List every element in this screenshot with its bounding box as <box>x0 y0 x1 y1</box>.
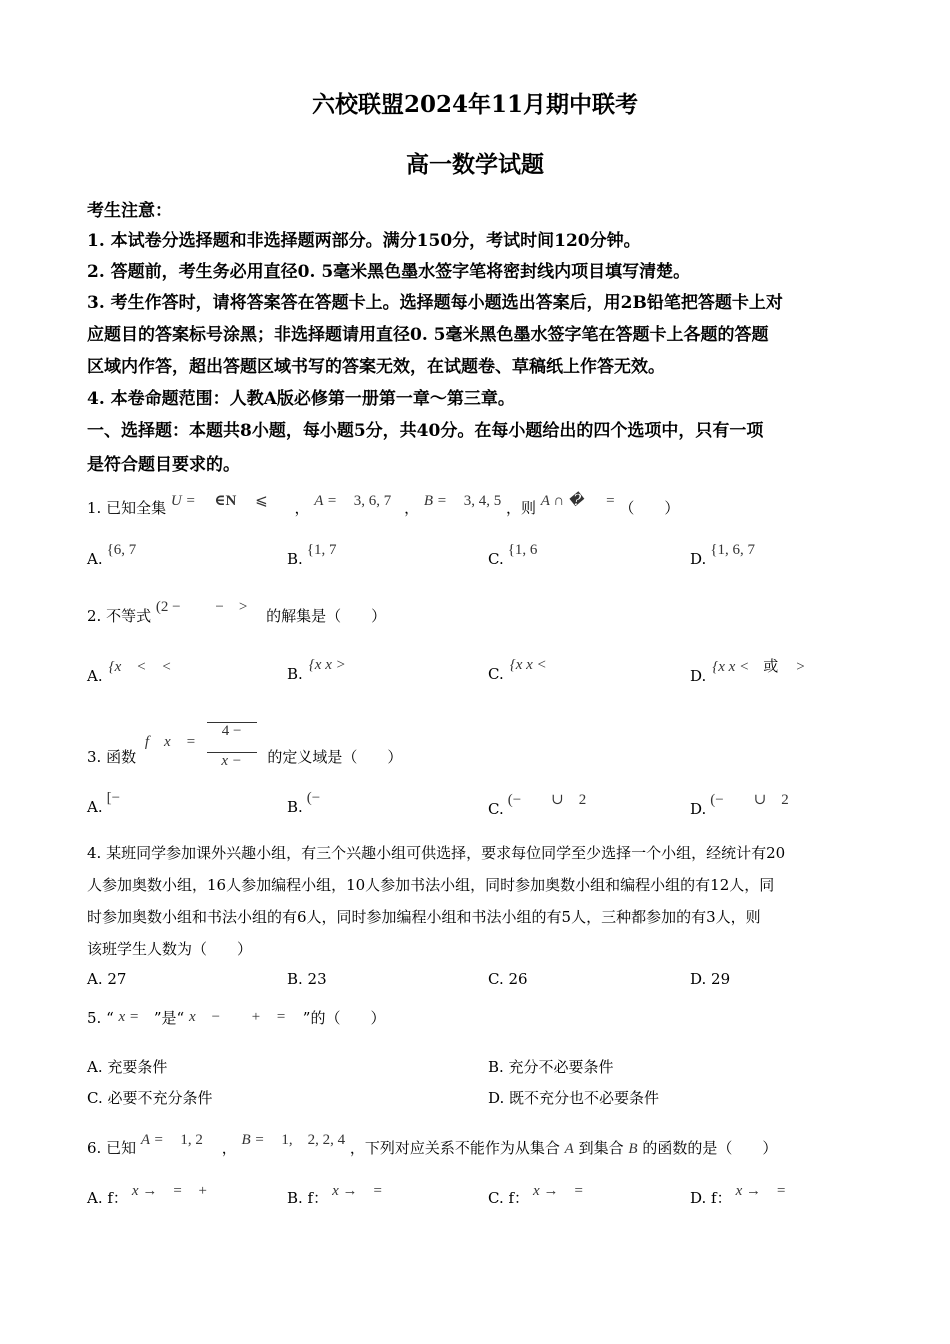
question-3 <box>87 723 403 776</box>
q1-option-c: C. {1, 6 <box>488 542 538 568</box>
q1-set-B-values: 3, 4, 5 <box>463 493 502 509</box>
q5-option-d: D. 既不充分也不必要条件 <box>488 1089 660 1107</box>
q1-answer-paren: （ ） <box>619 499 680 517</box>
q2-prefix: 2. 不等式 <box>87 607 152 625</box>
notice-item-3-line-2: 应题目的答案标号涂黑；非选择题请用直径0. 5毫米黑色墨水签字笔在答题卡上各题的答题 <box>87 325 769 345</box>
q2-option-a: A. {x < < <box>87 659 172 685</box>
q4-option-c: C. 26 <box>488 970 528 988</box>
q6-set-A: A = <box>140 1132 164 1148</box>
notice-heading: 考生注意： <box>87 201 172 221</box>
notice-item-3-line-1: 3. 考生作答时，请将答案答在答题卡上。选择题每小题选出答案后，用2B铅笔把答题卡上对 <box>87 293 783 313</box>
exam-subtitle: 高一数学试题 <box>406 151 544 178</box>
question-4-line-2: 人参加奥数小组，16人参加编程小组，10人参加书法小组，同时参加奥数小组和编程小组的有12人，同 <box>87 876 775 894</box>
q6-option-b: B. f： x → = <box>287 1183 383 1207</box>
q6-option-c: C. f： x → = <box>488 1183 584 1207</box>
exam-title: 六校联盟2024年11月期中联考 <box>311 91 639 118</box>
q3-numerator: 4 − <box>207 722 257 740</box>
q1-set-B: B = <box>423 493 447 509</box>
q5-suffix: ”的（ ） <box>302 1009 386 1027</box>
q1-option-b: B. {1, 7 <box>287 542 337 568</box>
q6-option-a: A. f： x → = + <box>87 1183 208 1207</box>
q3-fraction <box>207 723 257 770</box>
q5-prefix: 5. “ <box>87 1009 114 1027</box>
question-4-line-1: 4. 某班同学参加课外兴趣小组，有三个兴趣小组可供选择，要求每位同学至少选择一个小组，经统计有20 <box>87 844 786 862</box>
q3-prefix: 3. 函数 <box>87 748 137 766</box>
q1-then: ，则 <box>505 499 536 517</box>
q5-condition-1: x = <box>118 1009 140 1025</box>
q3-option-b: B. (− <box>287 790 321 816</box>
q6-option-d: D. f： x → = <box>690 1183 787 1207</box>
q5-option-b: B. 充分不必要条件 <box>488 1058 614 1076</box>
notice-item-1: 1. 本试卷分选择题和非选择题两部分。满分150分，考试时间120分钟。 <box>87 231 641 251</box>
question-4-line-3: 时参加奥数小组和书法小组的有6人，同时参加编程小组和书法小组的有5人，三种都参加的有3人，则 <box>87 908 761 926</box>
q2-inequality: (2 − <box>155 599 181 615</box>
q1-set-U-relation: ⩽ <box>255 493 268 509</box>
q2-option-b: B. {x x > <box>287 657 346 683</box>
q1-option-d: D. {1, 6, 7 <box>690 542 755 568</box>
q3-suffix: 的定义域是（ ） <box>267 748 403 766</box>
q4-option-d: D. 29 <box>690 970 731 988</box>
q3-denominator: x − <box>207 752 257 770</box>
q5-option-a: A. 充要条件 <box>87 1058 168 1076</box>
q4-option-b: B. 23 <box>287 970 327 988</box>
q4-option-a: A. 27 <box>87 970 127 988</box>
question-1: 1. 已知全集 U = ∈N ⩽ ， A = 3, 6, 7 ， B = 3, 4, 5 ，则 A ∩ � = （ ） <box>87 493 680 517</box>
q3-option-d: D. (− ∪ 2 <box>690 792 789 818</box>
q6-set-A-values: 1, 2 <box>180 1132 203 1148</box>
q5-condition-2: x − + = <box>188 1009 286 1025</box>
q1-equals: = <box>606 493 615 509</box>
q2-inequality-tail: − > <box>215 599 248 615</box>
section-1-line-1: 一、选择题：本题共8小题，每小题5分，共40分。在每小题给出的四个选项中，只有一项 <box>87 421 764 441</box>
question-4-line-4: 该班学生人数为（ ） <box>87 940 253 958</box>
notice-item-2: 2. 答题前，考生务必用直径0. 5毫米黑色墨水签字笔将密封线内项目填写清楚。 <box>87 262 691 282</box>
notice-item-4: 4. 本卷命题范围：人教A版必修第一册第一章～第三章。 <box>87 389 515 409</box>
question-2 <box>87 599 387 626</box>
q6-prefix: 6. 已知 <box>87 1139 137 1157</box>
q6-set-B-values: 1, 2, 2, 4 <box>281 1132 346 1148</box>
q1-set-A: A = <box>314 493 338 509</box>
q1-option-a: A. {6, 7 <box>87 542 137 568</box>
q5-option-c: C. 必要不充分条件 <box>87 1089 213 1107</box>
q1-set-U: U = <box>170 493 196 509</box>
q2-option-d: D. {x x < 或 > <box>690 657 805 685</box>
question-5 <box>87 1007 385 1028</box>
q3-function-name: f x = <box>144 734 196 750</box>
q6-set-B-ref: B <box>628 1141 638 1157</box>
q5-mid: ”是“ <box>153 1009 185 1027</box>
q1-set-U-member: ∈N <box>214 493 237 509</box>
q1-expression: A ∩ � <box>540 493 584 509</box>
q6-to: 到集合 <box>578 1139 624 1157</box>
q2-option-c: C. {x x < <box>488 657 547 683</box>
q6-set-B: B = <box>241 1132 265 1148</box>
notice-item-3-line-3: 区域内作答，超出答题区域书写的答案无效，在试题卷、草稿纸上作答无效。 <box>87 357 665 377</box>
q3-option-a: A. [− <box>87 790 121 816</box>
q2-suffix: 的解集是（ ） <box>266 607 387 625</box>
q6-end: 的函数的是（ ） <box>642 1139 778 1157</box>
q1-prefix: 1. 已知全集 <box>87 499 167 517</box>
question-6: 6. 已知 A = 1, 2 ， B = 1, 2, 2, 4 ，下列对应关系不能作为从集合 A 到集合 B 的函数的是（ ） <box>87 1132 778 1157</box>
q6-set-A-ref: A <box>564 1141 574 1157</box>
q1-set-A-values: 3, 6, 7 <box>353 493 392 509</box>
q3-option-c: C. (− ∪ 2 <box>488 792 587 818</box>
section-1-line-2: 是符合题目要求的。 <box>87 455 240 475</box>
q6-suffix: ，下列对应关系不能作为从集合 <box>349 1139 560 1157</box>
